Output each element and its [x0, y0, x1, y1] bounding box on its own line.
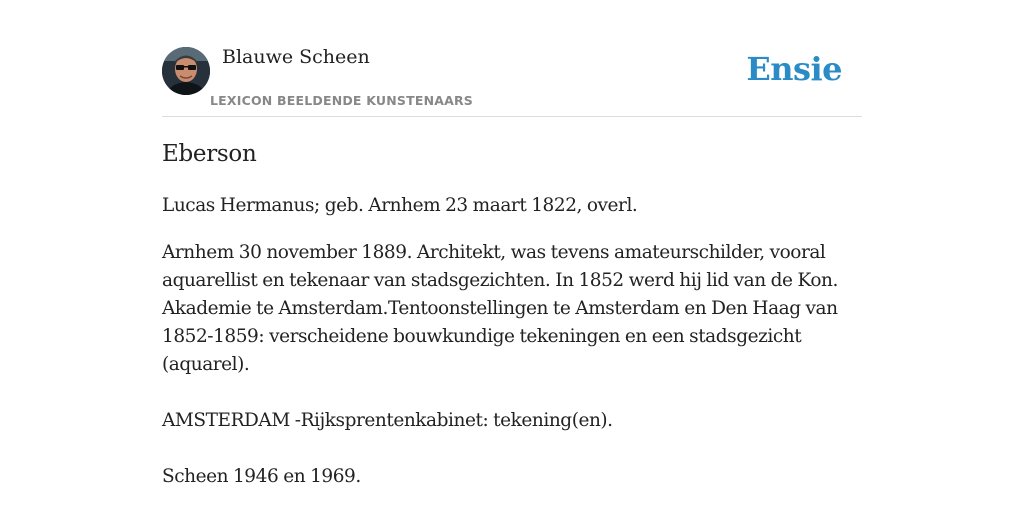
entry-body-line: aquarellist en tekenaar van stadsgezichten. In 1852 werd hij lid van de Kon. [162, 270, 838, 291]
avatar-photo-icon [162, 47, 210, 95]
brand-logo[interactable]: Ensie [746, 50, 842, 88]
author-name[interactable]: Blauwe Scheen [222, 46, 370, 68]
entry-body-line: 1852-1859: verscheidene bouwkundige tekeningen en een stadsgezicht (aquarel). [162, 326, 802, 375]
entry-source: Scheen 1946 en 1969. [162, 466, 361, 487]
article-header [162, 46, 862, 117]
section-label[interactable]: LEXICON BEELDENDE KUNSTENAARS [210, 93, 474, 108]
entry-body [162, 239, 862, 379]
author-avatar[interactable] [162, 47, 210, 95]
entry-lead: Lucas Hermanus; geb. Arnhem 23 maart 1822, overl. [162, 195, 638, 216]
entry-body-line: Akademie te Amsterdam.Tentoonstellingen te Amsterdam en Den Haag van [162, 298, 838, 319]
entry-collection: AMSTERDAM -Rijksprentenkabinet: tekening(en). [162, 410, 613, 431]
entry-body-line: Arnhem 30 november 1889. Architekt, was tevens amateurschilder, vooral [162, 242, 826, 263]
entry-title: Eberson [162, 141, 257, 167]
article-content [162, 138, 862, 491]
